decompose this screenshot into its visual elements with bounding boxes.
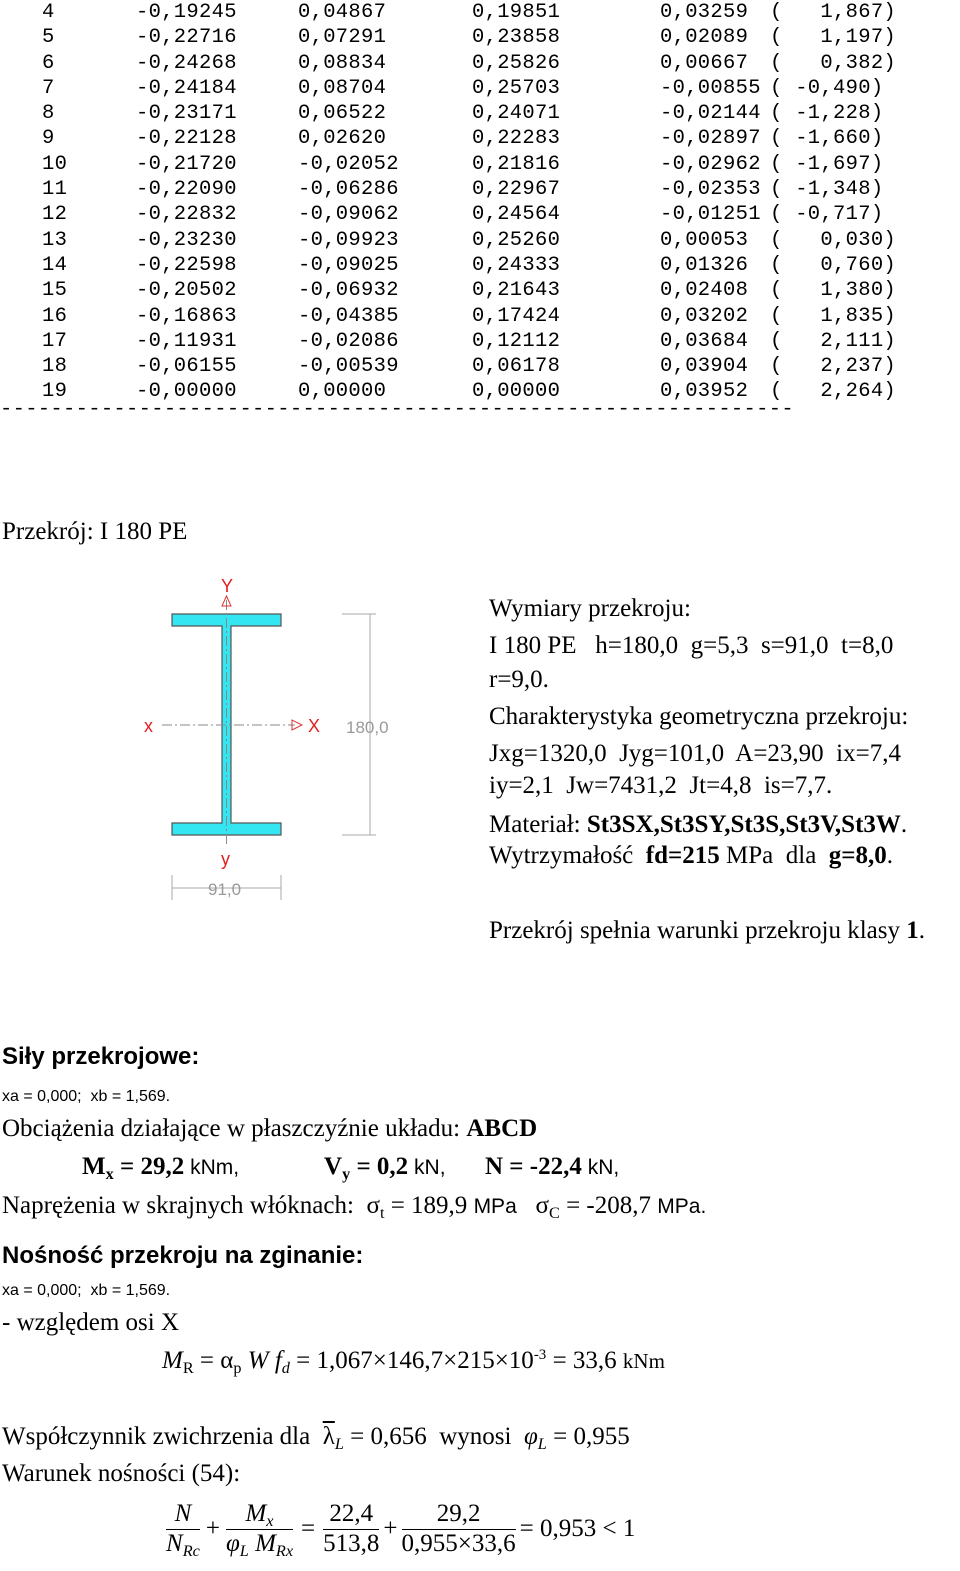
strength-value: fd=215 (645, 842, 720, 869)
class-line (489, 917, 925, 945)
table-cell: ( -0,490) (770, 76, 884, 100)
table-cell: -0,09062 (298, 203, 399, 227)
table-cell: 0,03952 (660, 380, 749, 404)
condition-formula: $\frac{N}{N_{Rc}}$ + $\frac{M_x}{\varphi_L M_{Rx}}$ = $\frac{22,4}{513,8}$ + $\frac{29,2}{0,955\times 33,6}$ = 0,953 < 1 (166, 1500, 636, 1560)
mx-value: $M_x = 29,2$ kNm, (82, 1153, 240, 1183)
table-cell: -0,24268 (136, 51, 237, 75)
dims-line-2: r=9,0. (489, 666, 549, 693)
table-cell: ( -1,697) (770, 152, 884, 176)
strength-line (489, 842, 893, 870)
table-cell: -0,24184 (136, 76, 237, 100)
table-cell: 14 (42, 253, 68, 277)
table-cell: 0,24564 (472, 203, 561, 227)
table-cell: ( 1,867) (770, 1, 897, 24)
table-cell: -0,09025 (298, 253, 399, 277)
dims-heading: Wymiary przekroju: (489, 595, 691, 622)
fraction-values-2: $\frac{29,2}{0,955\times 33,6}$ (401, 1500, 516, 1557)
forces-range: xa = 0,000; xb = 1,569. (2, 1088, 171, 1105)
table-cell: 0,06178 (472, 355, 561, 379)
table-cell: ( 2,264) (770, 380, 897, 404)
table-cell: 19 (42, 380, 68, 404)
table-cell: ( 1,380) (770, 279, 897, 303)
table-cell: ( -1,348) (770, 178, 884, 202)
table-cell: -0,00000 (136, 380, 237, 404)
table-cell: 0,25703 (472, 76, 561, 100)
table-cell: -0,04385 (298, 304, 399, 328)
bending-heading: Nośność przekroju na zginanie: (2, 1242, 364, 1269)
class-value: 1 (906, 917, 919, 944)
table-cell: 0,25826 (472, 51, 561, 75)
table-cell: 0,03259 (660, 1, 749, 24)
table-cell: 15 (42, 279, 68, 303)
material-value: St3SX,St3SY,St3S,St3V,St3W (586, 811, 901, 838)
material-end: . (900, 811, 908, 838)
table-cell: -0,02052 (298, 152, 399, 176)
table-cell: 0,06522 (298, 102, 387, 126)
forces-heading: Siły przekrojowe: (2, 1043, 200, 1070)
table-cell: ( 0,760) (770, 253, 897, 277)
table-cell: 9 (42, 127, 55, 151)
axis-x-label: x (144, 716, 153, 736)
plane-value: ABCD (466, 1115, 538, 1142)
table-cell: -0,02897 (660, 127, 761, 151)
plane-line (2, 1115, 537, 1143)
table-cell: 0,12112 (472, 329, 561, 353)
table-cell: -0,22128 (136, 127, 237, 151)
axis-X-label: X (308, 716, 321, 736)
geo-line-1: Jxg=1320,0 Jyg=101,0 A=23,90 ix=7,4 (489, 740, 901, 767)
table-cell: ( 2,237) (770, 355, 897, 379)
table-cell: -0,23230 (136, 228, 237, 252)
table-cell: ( 2,111) (770, 329, 897, 353)
condition-label: Warunek nośności (54): (2, 1460, 241, 1487)
table-cell: -0,02353 (660, 178, 761, 202)
table-cell: 0,02408 (660, 279, 749, 303)
table-cell: -0,06286 (298, 178, 399, 202)
table-cell: 0,23858 (472, 26, 561, 50)
table-separator: --------------------------------------------------------------- (0, 398, 794, 421)
axis-y-label: y (221, 849, 230, 869)
table-cell: ( -0,717) (770, 203, 884, 227)
strength-end: . (886, 842, 894, 869)
stress-line: Naprężenia w skrajnych włóknach: $\sigma_t = 189,9$ MPa $\sigma_C = -208,7$ MPa. (2, 1192, 707, 1222)
material-label: Materiał: (489, 811, 587, 838)
table-cell: ( 0,382) (770, 51, 897, 75)
table-cell: -0,20502 (136, 279, 237, 303)
table-cell: 0,00000 (472, 380, 561, 404)
plane-label: Obciążenia działające w płaszczyźnie układu: (2, 1115, 467, 1142)
table-cell: 6 (42, 51, 55, 75)
table-cell: -0,02086 (298, 329, 399, 353)
table-cell: 17 (42, 329, 68, 353)
section-title: Przekrój: I 180 PE (2, 518, 188, 545)
table-cell: 0,00000 (298, 380, 387, 404)
table-cell: 16 (42, 304, 68, 328)
strength-label: Wytrzymałość (489, 842, 646, 869)
table-cell: 0,04867 (298, 1, 387, 24)
table-cell: 11 (42, 178, 68, 202)
table-cell: 0,17424 (472, 304, 561, 328)
table-cell: 0,07291 (298, 26, 387, 50)
table-cell: 0,08704 (298, 76, 387, 100)
fraction-n: $\frac{N}{N_{Rc}}$ (166, 1500, 200, 1560)
table-cell: 0,02089 (660, 26, 749, 50)
table-cell: 0,19851 (472, 1, 561, 24)
table-cell: 0,02620 (298, 127, 387, 151)
table-cell: -0,16863 (136, 304, 237, 328)
table-cell: -0,22832 (136, 203, 237, 227)
table-cell: ( 1,197) (770, 26, 897, 50)
table-cell: -0,06155 (136, 355, 237, 379)
fraction-values-1: $\frac{22,4}{513,8}$ (323, 1500, 380, 1557)
table-cell: -0,21720 (136, 152, 237, 176)
table-cell: -0,23171 (136, 102, 237, 126)
geo-heading: Charakterystyka geometryczna przekroju: (489, 703, 909, 730)
table-cell: 0,24333 (472, 253, 561, 277)
table-cell: -0,01251 (660, 203, 761, 227)
table-cell: 4 (42, 1, 55, 24)
table-cell: 0,03904 (660, 355, 749, 379)
table-cell: 7 (42, 76, 55, 100)
condition-result: = 0,953 < 1 (519, 1515, 636, 1543)
lambda-line: Współczynnik zwichrzenia dla $\overline{\lambda}_L = 0,656$ wynosi $\varphi_L = 0,955$ (2, 1423, 630, 1453)
mr-equation: $M_R = \alpha_p$ W $f_d = 1,067\times 146,7\times 215\times 10^{-3} = 33,6$ kNm (162, 1347, 665, 1377)
class-end: . (918, 917, 925, 944)
table-cell: 0,00053 (660, 228, 749, 252)
geo-line-2: iy=2,1 Jw=7431,2 Jt=4,8 is=7,7. (489, 772, 833, 799)
table-cell: 5 (42, 26, 55, 50)
n-value: N = -22,4 kN, (485, 1153, 620, 1180)
table-cell: -0,02144 (660, 102, 761, 126)
table-cell: -0,22598 (136, 253, 237, 277)
table-cell: 0,21816 (472, 152, 561, 176)
fraction-m: $\frac{M_x}{\varphi_L M_{Rx}}$ (225, 1500, 294, 1560)
strength-unit: MPa dla (719, 842, 829, 869)
table-cell: 0,24071 (472, 102, 561, 126)
axis-Y-label: Y (221, 576, 234, 596)
table-cell: 0,22967 (472, 178, 561, 202)
table-cell: -0,22090 (136, 178, 237, 202)
stress-label: Naprężenia w skrajnych włóknach: (2, 1192, 367, 1219)
strength-g: g=8,0 (828, 842, 887, 869)
table-cell: -0,02962 (660, 152, 761, 176)
table-cell: -0,00855 (660, 76, 761, 100)
table-cell: ( -1,660) (770, 127, 884, 151)
table-cell: 18 (42, 355, 68, 379)
table-cell: 0,01326 (660, 253, 749, 277)
height-dimension: 180,0 (346, 718, 389, 737)
table-cell: 0,08834 (298, 51, 387, 75)
table-cell: -0,11931 (136, 329, 237, 353)
table-cell: 0,21643 (472, 279, 561, 303)
table-cell: 0,03684 (660, 329, 749, 353)
table-cell: 0,25260 (472, 228, 561, 252)
table-cell: ( -1,228) (770, 102, 884, 126)
table-cell: 8 (42, 102, 55, 126)
table-cell: -0,06932 (298, 279, 399, 303)
table-cell: 10 (42, 152, 68, 176)
table-cell: 0,00667 (660, 51, 749, 75)
table-cell: -0,09923 (298, 228, 399, 252)
table-cell: 13 (42, 228, 68, 252)
table-cell: 12 (42, 203, 68, 227)
width-dimension: 91,0 (208, 880, 242, 899)
class-text: Przekrój spełnia warunki przekroju klasy (489, 917, 907, 944)
table-cell: ( 1,835) (770, 304, 897, 328)
vy-value: $V_y = 0,2$ kN, (324, 1153, 446, 1183)
bending-axis: - względem osi X (2, 1309, 180, 1336)
table-cell: 0,22283 (472, 127, 561, 151)
table-cell: -0,19245 (136, 1, 237, 24)
table-cell: ( 0,030) (770, 228, 897, 252)
bending-range: xa = 0,000; xb = 1,569. (2, 1282, 171, 1299)
i-beam-drawing (130, 570, 420, 905)
material-line (489, 811, 907, 839)
table-cell: -0,00539 (298, 355, 399, 379)
table-cell: 0,03202 (660, 304, 749, 328)
table-cell: -0,22716 (136, 26, 237, 50)
dims-line-1: I 180 PE h=180,0 g=5,3 s=91,0 t=8,0 (489, 632, 894, 659)
